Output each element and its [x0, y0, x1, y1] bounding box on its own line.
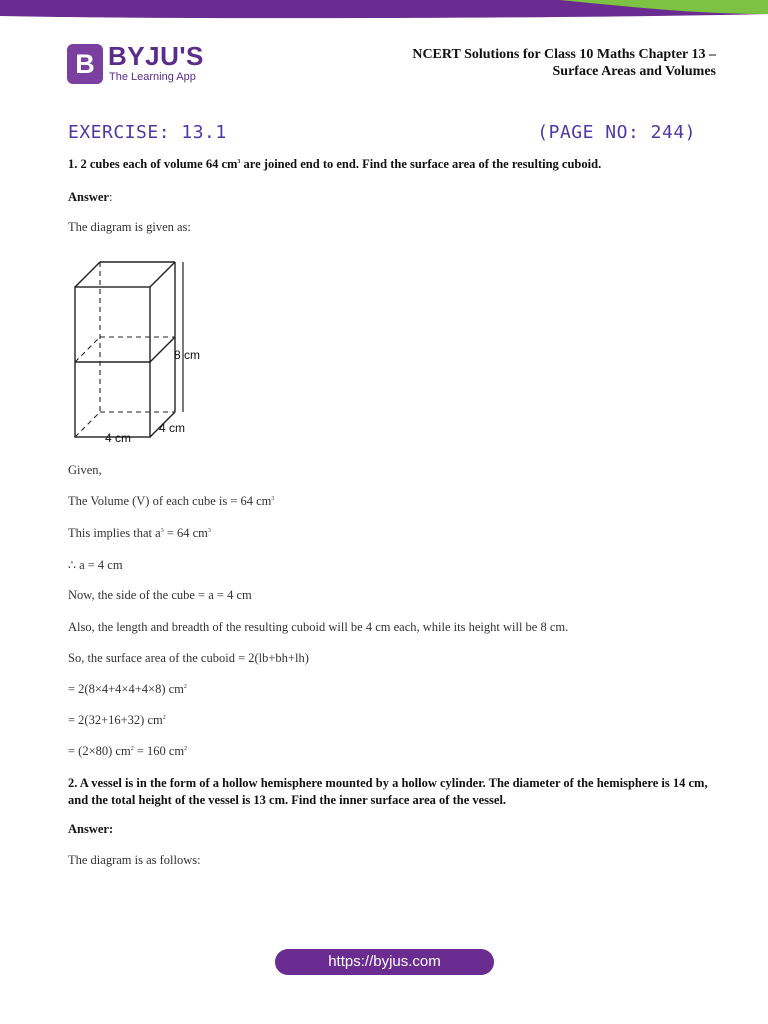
therefore-text: ∴ a = 4 cm [68, 558, 123, 572]
cuboid-diagram [66, 250, 216, 446]
side-text: Now, the side of the cube = a = 4 cm [68, 588, 252, 602]
header-line-2: Surface Areas and Volumes [552, 64, 716, 79]
page-number: (PAGE NO: 244) [537, 122, 696, 143]
dimensions-text: Also, the length and breadth of the resulting cuboid will be 4 cm each, while its height will be 8 cm. [68, 620, 569, 634]
label-length: 4 cm [105, 431, 132, 445]
formula-text: So, the surface area of the cuboid = 2(lb+bh+lh) [68, 651, 309, 665]
footer-url-link[interactable]: https://byjus.com [275, 949, 494, 975]
diagram-intro-2: The diagram is as follows: [68, 853, 201, 867]
answer-label-2: Answer: [68, 822, 114, 836]
question-1: 1. 2 cubes each of volume 64 $cm^3$ are joined end to end. Find the surface area of the resulting cuboid. [68, 157, 602, 171]
label-breadth: 4 cm [159, 421, 186, 435]
step-3: = (2×80) $cm^2 = 160$ $cm^2$ [68, 744, 188, 758]
volume-text: The Volume (V) of each cube is = 64 $cm^3$ [68, 494, 275, 508]
document-header [412, 46, 716, 80]
implies-text: This implies that $a^3 = 64$ $cm^3$ [68, 526, 211, 540]
exercise-title: EXERCISE: 13.1 [68, 122, 227, 143]
step-2: = 2(32+16+32) $cm^2$ [68, 713, 166, 727]
top-brand-bar [0, 0, 768, 20]
label-height: 8 cm [174, 348, 201, 362]
logo-tagline: The Learning App [109, 71, 196, 83]
step-1: = 2(8×4+4×4+4×8) $cm^2$ [68, 682, 187, 696]
answer-label-1: Answer: [68, 190, 113, 204]
given-text: Given, [68, 463, 102, 477]
question-2: 2. A vessel is in the form of a hollow hemisphere mounted by a hollow cylinder. The diameter of the hemisphere is 14 cm, and the total height of the vessel is 13 cm. Find the inner surface area of the vessel. [68, 776, 708, 807]
logo-name: BYJU'S [108, 41, 204, 71]
header-line-1: NCERT Solutions for Class 10 Maths Chapter 13 – [412, 47, 716, 62]
logo-letter: B [75, 49, 95, 79]
diagram-intro-1: The diagram is given as: [68, 220, 191, 234]
